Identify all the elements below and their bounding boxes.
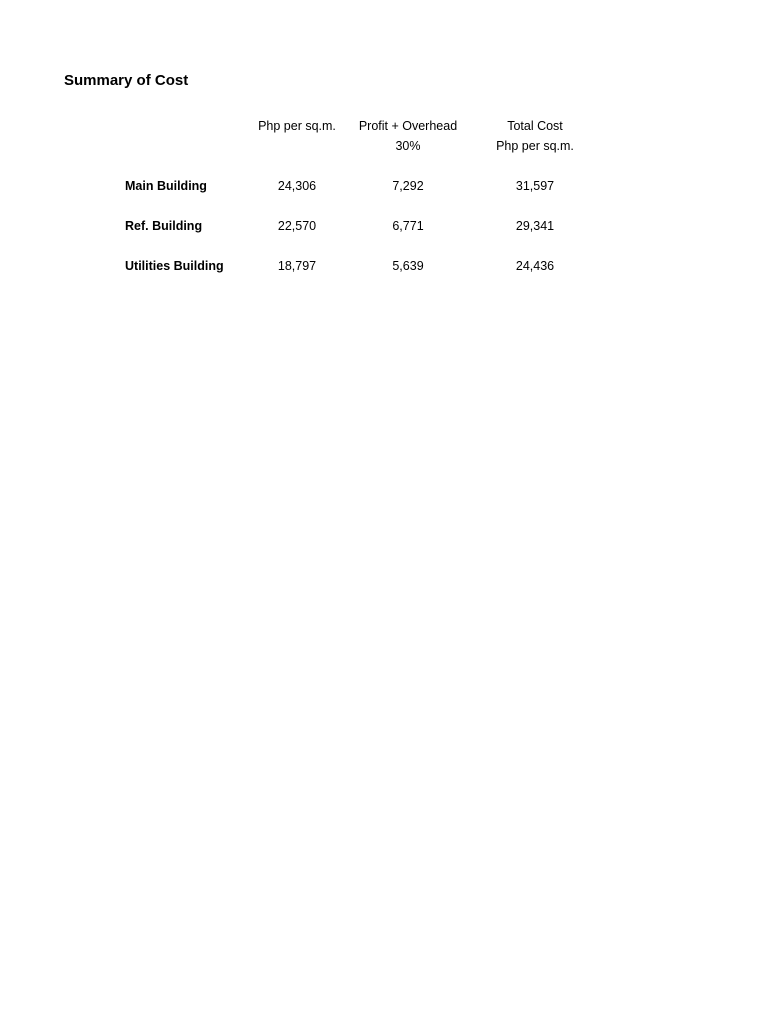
column-header-total-cost-label: Total Cost (507, 119, 563, 133)
row-name: Ref. Building (125, 219, 203, 233)
page-title: Summary of Cost (64, 72, 189, 89)
table-row (0, 176, 768, 196)
table-row (0, 216, 768, 236)
row-profit-overhead: 6,771 (392, 219, 424, 233)
row-total-cost: 24,436 (515, 259, 555, 273)
column-header-php-per-sqm-label: Php per sq.m. (258, 119, 336, 133)
row-php-per-sqm: 22,570 (277, 219, 317, 233)
column-header-total-cost-unit: Php per sq.m. (496, 139, 574, 153)
table-row (0, 256, 768, 276)
row-profit-overhead: 5,639 (392, 259, 424, 273)
row-name: Main Building (125, 179, 207, 193)
column-header-profit-overhead (348, 116, 468, 156)
row-name: Utilities Building (125, 259, 224, 273)
column-header-profit-overhead-label: Profit + Overhead (358, 119, 458, 133)
row-php-per-sqm: 18,797 (277, 259, 317, 273)
row-total-cost: 29,341 (515, 219, 555, 233)
column-header-php-per-sqm (242, 116, 352, 136)
row-php-per-sqm: 24,306 (277, 179, 317, 193)
row-profit-overhead: 7,292 (392, 179, 424, 193)
column-header-total-cost (480, 116, 590, 156)
row-total-cost: 31,597 (515, 179, 555, 193)
column-header-profit-overhead-percent: 30% (395, 139, 421, 153)
